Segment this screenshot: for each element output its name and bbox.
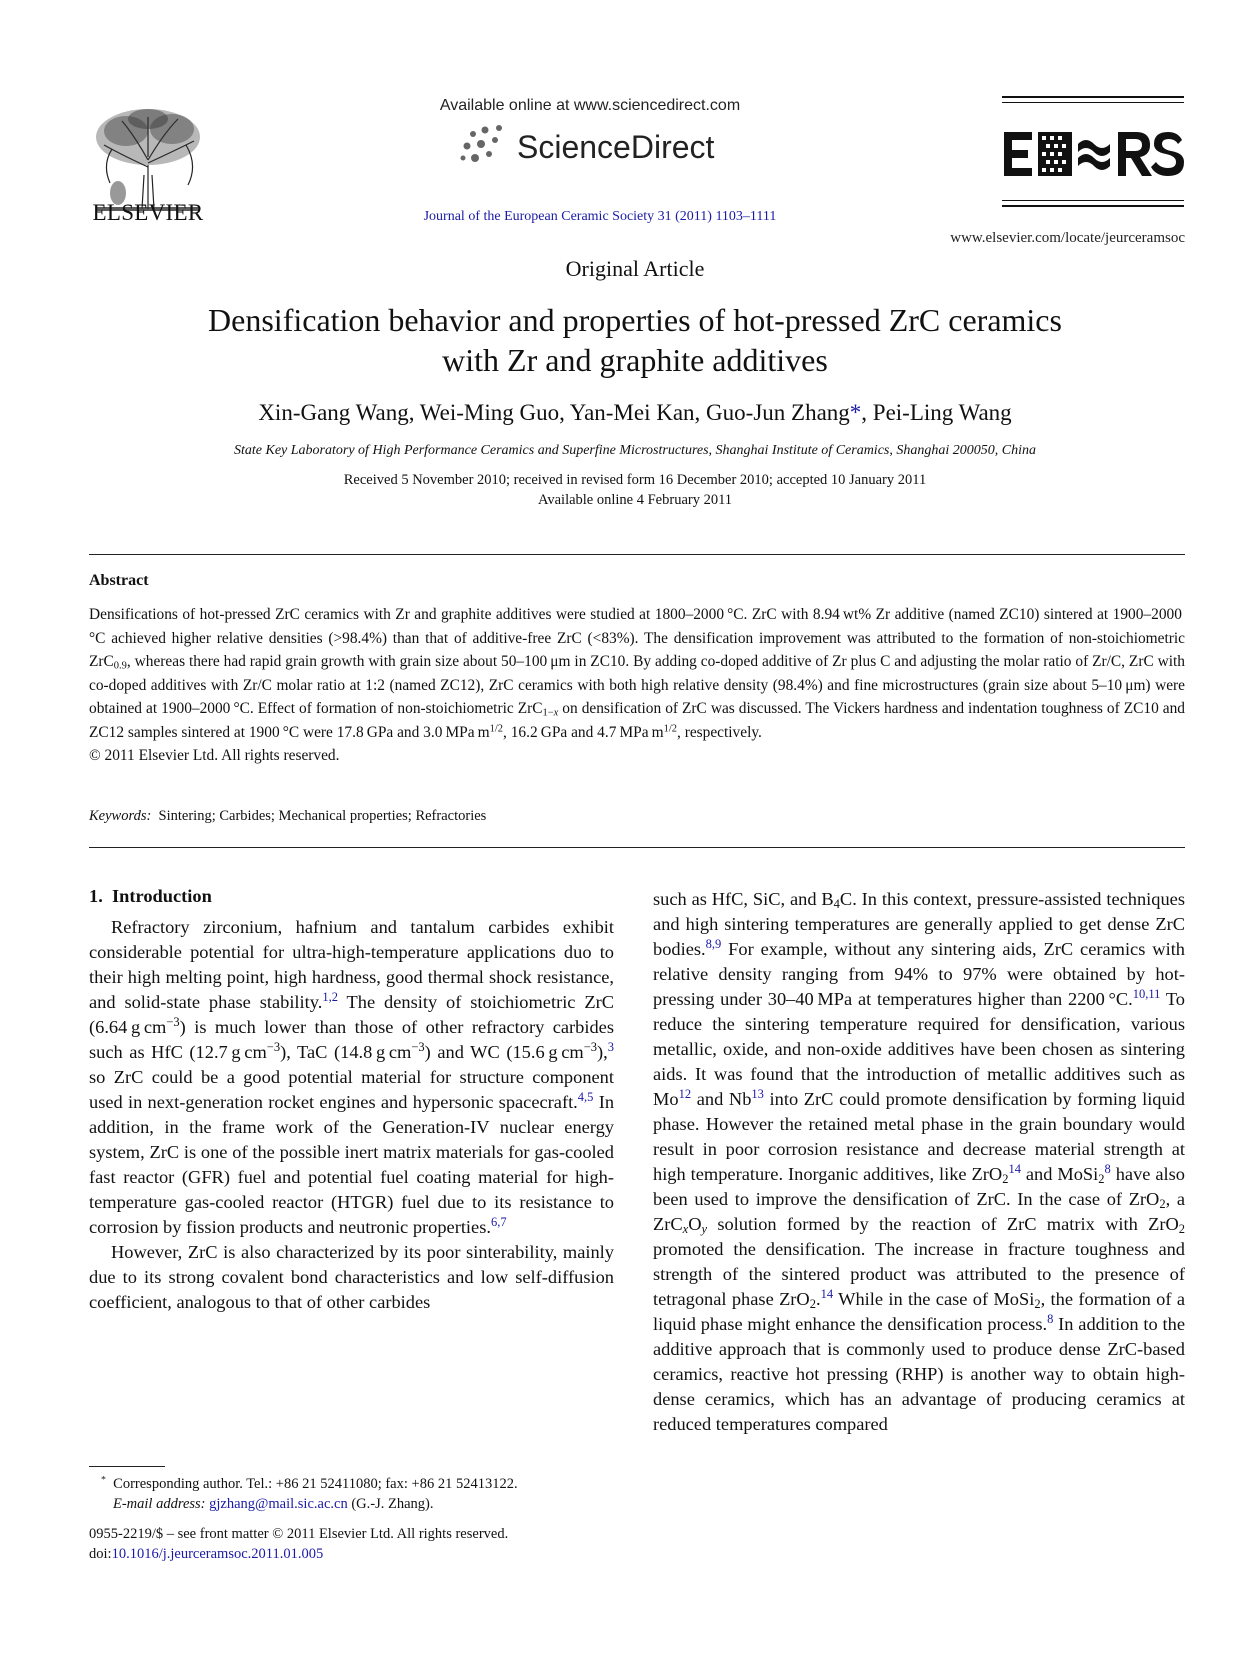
abstract-bottom-rule <box>89 847 1185 848</box>
body-column-right <box>653 887 1185 1437</box>
footnote-contact-text: Corresponding author. Tel.: +86 21 52411080; fax: +86 21 52413122. <box>113 1476 518 1492</box>
doi-link[interactable]: 10.1016/j.jeurceramsoc.2011.01.005 <box>111 1546 324 1562</box>
available-online-text[interactable]: Available online at www.sciencedirect.com <box>439 97 741 114</box>
footnote-contact <box>89 1474 629 1494</box>
front-matter <box>89 1524 649 1564</box>
email-label: E-mail address: <box>113 1496 206 1512</box>
abstract-heading: Abstract <box>89 572 149 589</box>
abstract-top-rule <box>89 554 1185 555</box>
footnote-mark: * <box>101 1474 106 1486</box>
ecers-logo-text: ECERS <box>1002 128 1006 129</box>
section-heading-introduction: 1. Introduction <box>89 886 212 906</box>
paragraph: However, ZrC is also characterized by its poor sinterability, mainly due to its strong covalent bond characteristics and low self-diffusion coefficient, analogous to that of other carbides <box>89 1242 614 1312</box>
keywords-label: Keywords: <box>89 808 152 824</box>
keywords-list: Sintering; Carbides; Mechanical properties; Refractories <box>158 808 487 824</box>
abstract-text: Densifications of hot-pressed ZrC ceramics with Zr and graphite additives were studied at 1800–2000 °C. ZrC with 8.94 wt% Zr additive (named ZC10) sintered at 1900–2000 °C achieved higher relative densities (>98.4%) than that of additive-free ZrC (<83%). The densification improvement was attributed to the formation of non-stoichiometric ZrC$_{0.9}$, whereas there had rapid grain growth with grain size about 50–100 μm in ZC10. By adding co-doped additive of Zr plus C and adjusting the molar ratio of Zr/C, ZrC with co-doped additives with Zr/C molar ratio at 1:2 (named ZC12), ZrC ceramics with both high relative density (98.4%) and fine microstructures (grain size about 5–10 μm) were obtained at 1900–2000 °C. Effect of formation of non-stoichiometric ZrC$_{1-x}$ on densification of ZrC was discussed. The Vickers hardness and indentation toughness of ZC10 and ZC12 samples sintered at 1900 °C were 17.8 GPa and 3.0 MPa $m^{1/2}$, 16.2 GPa and 4.7 MPa $m^{1/2}$, respectively. <box>89 606 1185 741</box>
email-link[interactable]: gjzhang@mail.sic.ac.cn <box>209 1496 348 1512</box>
journal-homepage-url[interactable]: www.elsevier.com/locate/jeurceramsoc <box>950 230 1185 246</box>
authors-main: Xin-Gang Wang, Wei-Ming Guo, Yan-Mei Kan, Guo-Jun Zhang <box>258 400 850 425</box>
doi-label: doi: <box>89 1546 112 1562</box>
received-dates: Received 5 November 2010; received in revised form 16 December 2010; accepted 10 January 2011 <box>343 472 927 488</box>
corresponding-author-mark[interactable]: * <box>849 400 862 425</box>
article-history <box>200 470 1070 510</box>
article-title-line-2: with Zr and graphite additives <box>442 342 828 378</box>
authors-last: , Pei-Ling Wang <box>861 400 1012 425</box>
footnote-rule <box>89 1466 165 1467</box>
ecers-society-logo <box>1002 128 1184 180</box>
author-list <box>100 400 1170 426</box>
sciencedirect-logo-text: ScienceDirect <box>517 129 715 165</box>
available-online-date: Available online 4 February 2011 <box>537 492 733 508</box>
footnote-email <box>89 1494 629 1514</box>
email-owner: (G.-J. Zhang). <box>351 1496 434 1512</box>
elsevier-wordmark: ELSEVIER <box>92 200 204 225</box>
author-affiliation: State Key Laboratory of High Performance Ceramics and Superfine Microstructures, Shanghai Institute of Ceramics, Shanghai 200050, China <box>234 443 1036 458</box>
paragraph: such as HfC, SiC, and $B_4C$. In this context, pressure-assisted techniques and high sintering temperatures are generally applied to get dense ZrC bodies.$^{8,9}$ For example, without any sintering aids, ZrC ceramics with relative density ranging from 94% to 97% were obtained by hot-pressing under 30–40 MPa at temperatures higher than 2200 °C.$^{10,11}$ To reduce the sintering temperature required for densification, various metallic, oxide, and non-oxide additives have been chosen as sintering aids. It was found that the introduction of metallic additives such as Mo$^{12}$ and Nb$^{13}$ into ZrC could promote densification by forming liquid phase. However the retained metal phase in the grain boundary would result in poor corrosion resistance and decrease material strength at high temperature. Inorganic additives, like ZrO$_2^{14}$ and MoSi$_2^8$ have also been used to improve the densification of ZrC. In the case of ZrO$_2$, a $ZrC_xO_y$ solution formed by the reaction of ZrC matrix with ZrO$_2$ promoted the densification. The increase in fracture toughness and strength of the sintered product was attributed to the presence of tetragonal phase ZrO$_2$.$^{14}$ While in the case of MoSi$_2$, the formation of a liquid phase might enhance the densification process.$^8$ In addition to the additive approach that is commonly used to produce dense ZrC-based ceramics, reactive hot pressing (RHP) is another way to obtain high-dense ceramics, which has an advantage of producing ceramics at reduced temperatures compared <box>653 889 1186 1434</box>
issn-line: 0955-2219/$ – see front matter © 2011 Elsevier Ltd. All rights reserved. <box>89 1526 509 1542</box>
article-type: Original Article <box>565 256 705 281</box>
paragraph: Refractory zirconium, hafnium and tantalum carbides exhibit considerable potential for ultra-high-temperature applications duo to their high melting point, high hardness, good thermal shock resistance, and solid-state phase stability.$^{1,2}$ The density of stoichiometric ZrC (6.64 g $cm^{-3}$) is much lower than those of other refractory carbides such as HfC (12.7 g $cm^{-3}$), TaC (14.8 g $cm^{-3}$) and WC (15.6 g $cm^{-3}),^3$ so ZrC could be a good potential material for structure component used in next-generation rocket engines and hypersonic spacecraft.$^{4,5}$ In addition, in the frame work of the Generation-IV nuclear energy system, ZrC is one of the possible inert matrix materials for gas-cooled fast reactor (GFR) fuel and potential fuel coating material for high-temperature gas-cooled reactor (HTGR) fuel due to its resistance to corrosion by fission products and neutronic properties.$^{6,7}$ <box>89 917 615 1237</box>
keywords <box>89 808 486 825</box>
body-column-left <box>89 915 614 1315</box>
journal-reference-link[interactable]: Journal of the European Ceramic Society 31 (2011) 1103–1111 <box>423 209 777 224</box>
article-title <box>120 300 1150 380</box>
article-title-line-1: Densification behavior and properties of hot-pressed ZrC ceramics <box>208 302 1062 338</box>
doi-line <box>89 1544 649 1564</box>
ecers-bottom-rule <box>1002 200 1184 207</box>
ecers-top-rule <box>1002 96 1184 103</box>
abstract-body <box>89 603 1185 768</box>
sciencedirect-logo[interactable] <box>455 120 745 176</box>
abstract-copyright: © 2011 Elsevier Ltd. All rights reserved. <box>89 747 340 764</box>
corresponding-author-footnote <box>89 1474 629 1514</box>
